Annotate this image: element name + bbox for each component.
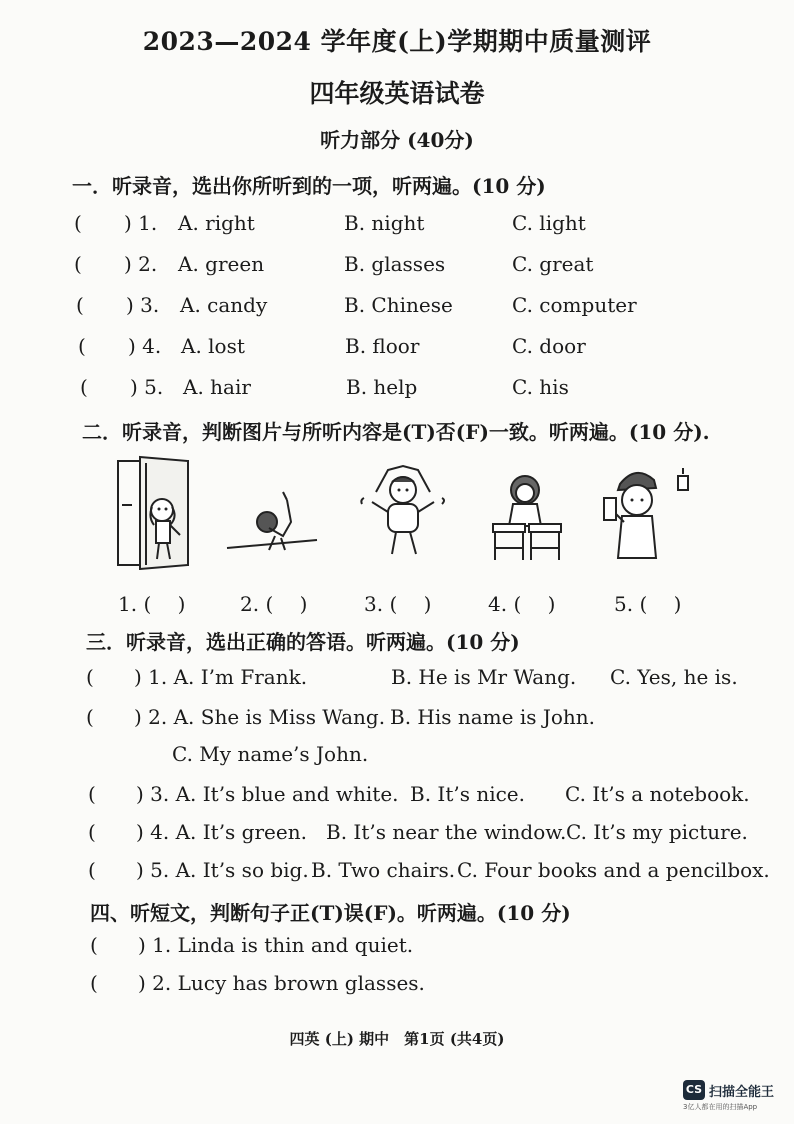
question-number: ) 4. <box>128 334 162 358</box>
question-row <box>0 665 794 693</box>
statement: ) 1. Linda is thin and quiet. <box>138 933 414 957</box>
option-b: B. Two chairs. <box>311 858 456 882</box>
boy-exercising-picture <box>358 462 448 562</box>
question-row <box>0 820 794 848</box>
answer-bracket: ( <box>86 705 94 729</box>
option-a: A. candy <box>180 293 268 317</box>
option-b: B. His name is John. <box>390 705 596 729</box>
option-c: C. great <box>512 252 594 276</box>
question-with-option-a: ) 4. A. It’s green. <box>136 820 307 844</box>
question-row <box>0 705 794 733</box>
option-b: B. It’s near the window. <box>326 820 567 844</box>
option-c: C. door <box>512 334 586 358</box>
option-a: A. green <box>178 252 265 276</box>
question-row <box>0 334 794 362</box>
question-with-option-a: ) 3. A. It’s blue and white. <box>136 782 399 806</box>
answer-bracket: ( <box>76 293 84 317</box>
question-with-option-a: ) 5. A. It’s so big. <box>136 858 309 882</box>
option-c: C. computer <box>512 293 637 317</box>
page-subtitle: 四年级英语试卷 <box>309 79 485 108</box>
question-row <box>0 375 794 403</box>
answer-bracket: ( <box>74 211 82 235</box>
answer-bracket: ( <box>88 782 96 806</box>
answer-slot: 1. ( ) <box>118 592 186 616</box>
answer-bracket: ( <box>88 858 96 882</box>
page-title: 2023—2024 学年度(上)学期期中质量测评 <box>142 27 652 56</box>
section4-heading: 四、听短文，判断句子正(T)误(F)。听两遍。(10 分) <box>90 901 571 925</box>
option-c: C. It’s a notebook. <box>565 782 750 806</box>
option-c: C. My name’s John. <box>172 742 369 766</box>
question-row <box>0 971 794 999</box>
answer-bracket: ( <box>86 665 94 689</box>
statement: ) 2. Lucy has brown glasses. <box>138 971 425 995</box>
page-footer: 四英 (上) 期中 第1页 (共4页) <box>289 1030 505 1048</box>
option-b: B. It’s nice. <box>410 782 525 806</box>
answer-bracket: ( <box>88 820 96 844</box>
option-b: B. night <box>344 211 425 235</box>
option-a: A. lost <box>181 334 245 358</box>
scanner-tagline: 3亿人都在用的扫描App <box>683 1103 758 1111</box>
question-with-option-a: ) 2. A. She is Miss Wang. <box>134 705 386 729</box>
question-row-continued <box>0 742 794 770</box>
question-row <box>0 782 794 810</box>
question-number: ) 3. <box>126 293 160 317</box>
answer-bracket: ( <box>74 252 82 276</box>
option-a: A. hair <box>183 375 251 399</box>
question-row <box>0 293 794 321</box>
option-b: B. Chinese <box>344 293 453 317</box>
option-b: B. floor <box>345 334 420 358</box>
boy-at-light-switch-picture <box>600 462 695 562</box>
question-number: ) 2. <box>124 252 158 276</box>
girl-at-door-picture <box>110 455 200 570</box>
answer-slot: 5. ( ) <box>614 592 682 616</box>
section1-heading: 一．听录音，选出你所听到的一项，听两遍。(10 分) <box>72 174 546 198</box>
question-row <box>0 211 794 239</box>
part-label: 听力部分 (40分) <box>320 128 474 152</box>
option-c: C. It’s my picture. <box>566 820 748 844</box>
option-c: C. Yes, he is. <box>610 665 738 689</box>
option-b: B. He is Mr Wang. <box>391 665 577 689</box>
answer-slot: 4. ( ) <box>488 592 556 616</box>
option-c: C. his <box>512 375 569 399</box>
answer-bracket: ( <box>90 971 98 995</box>
scanner-app-name: 扫描全能王 <box>709 1085 775 1100</box>
answer-slot: 2. ( ) <box>240 592 308 616</box>
option-a: A. right <box>178 211 255 235</box>
option-c: C. Four books and a pencilbox. <box>457 858 770 882</box>
question-row <box>0 858 794 886</box>
girl-at-desks-picture <box>485 468 570 563</box>
question-row <box>0 933 794 961</box>
answer-slot: 3. ( ) <box>364 592 432 616</box>
question-number: ) 5. <box>130 375 164 399</box>
question-with-option-a: ) 1. A. I’m Frank. <box>134 665 308 689</box>
option-b: B. help <box>346 375 418 399</box>
scanner-logo-icon: CS <box>683 1080 705 1100</box>
question-number: ) 1. <box>124 211 158 235</box>
option-c: C. light <box>512 211 586 235</box>
section3-heading: 三．听录音，选出正确的答语。听两遍。(10 分) <box>86 630 520 654</box>
girl-on-floor-picture <box>225 470 320 560</box>
scanner-watermark <box>683 1080 787 1114</box>
answer-bracket: ( <box>78 334 86 358</box>
section2-heading: 二．听录音，判断图片与所听内容是(T)否(F)一致。听两遍。(10 分). <box>82 420 710 444</box>
question-row <box>0 252 794 280</box>
option-b: B. glasses <box>344 252 446 276</box>
answer-bracket: ( <box>90 933 98 957</box>
answer-bracket: ( <box>80 375 88 399</box>
